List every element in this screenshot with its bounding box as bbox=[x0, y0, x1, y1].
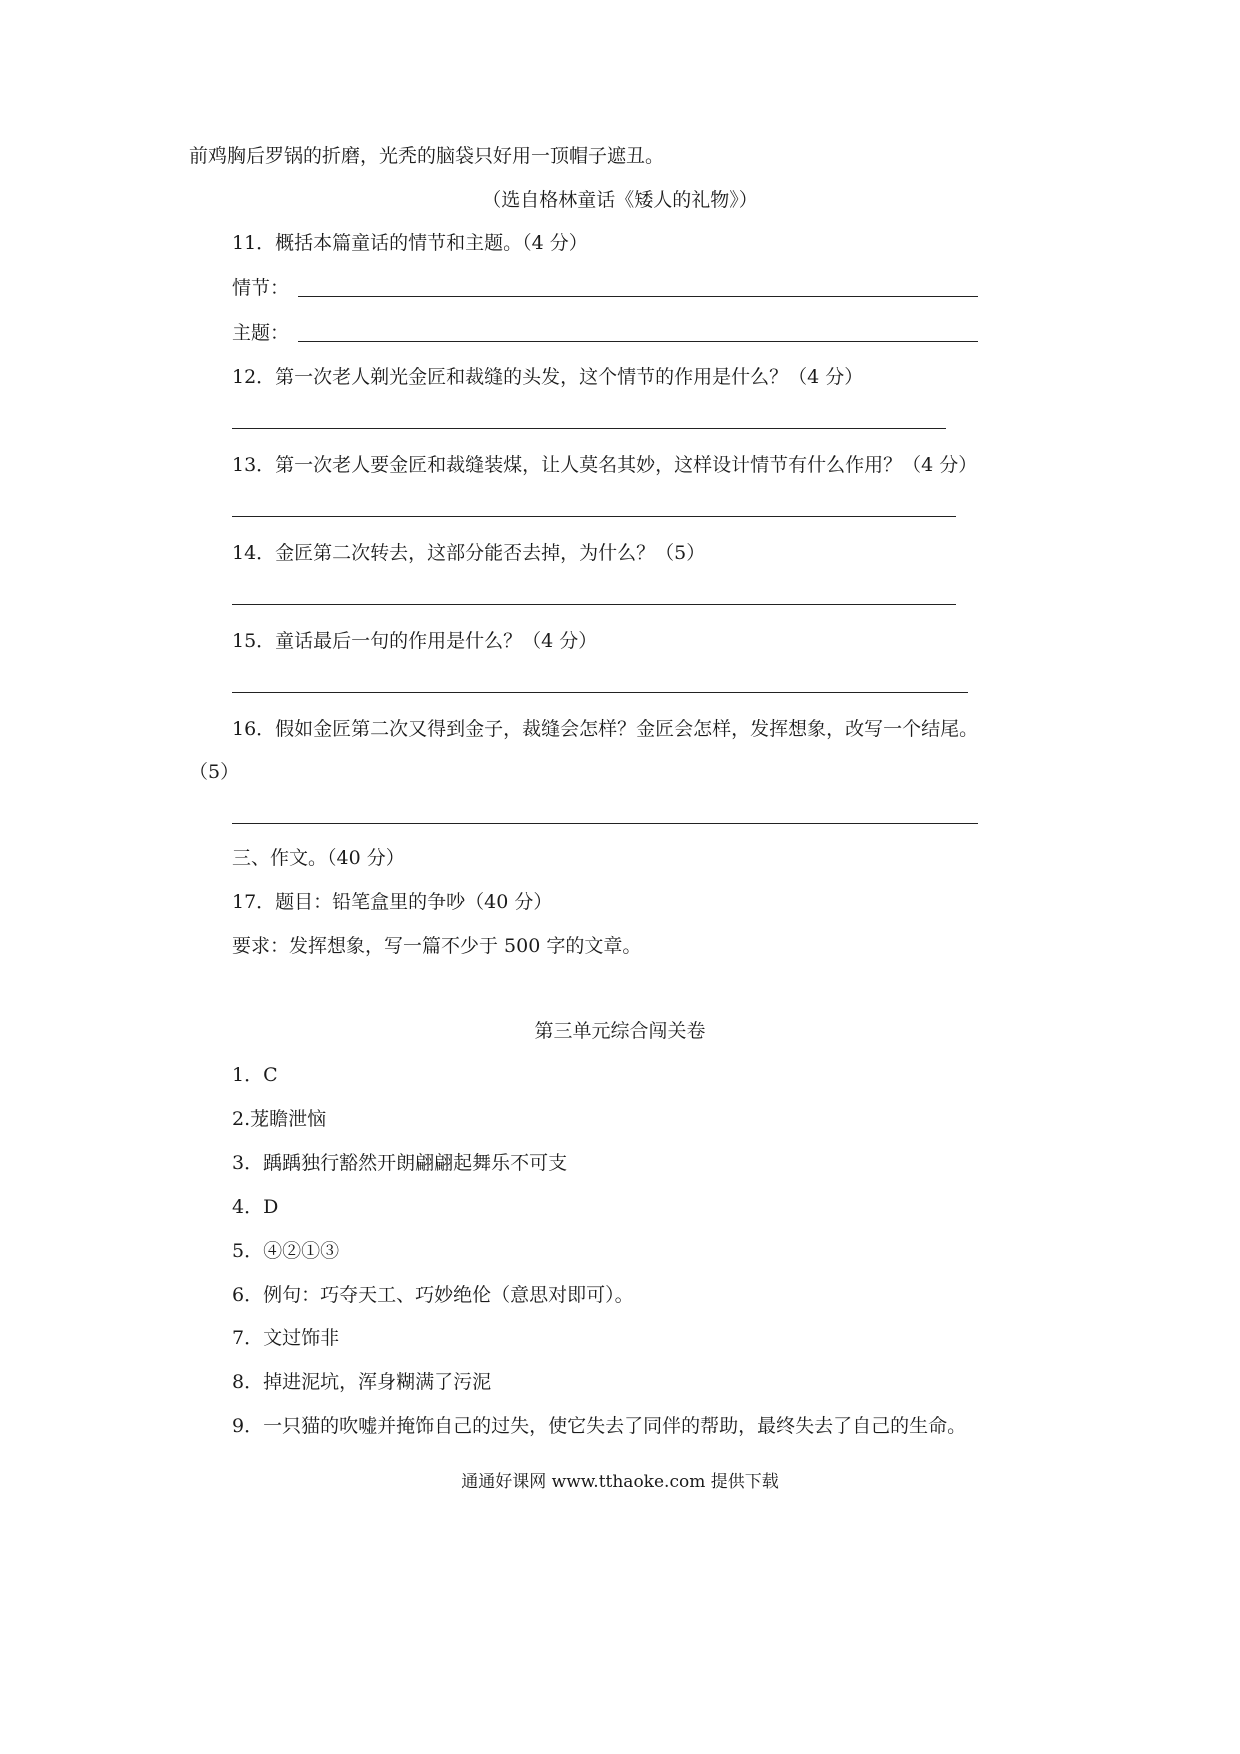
source-citation: （选自格林童话《矮人的礼物》） bbox=[482, 189, 758, 211]
question-17: 17．题目：铅笔盒里的争吵（40 分） bbox=[232, 891, 553, 913]
q12-answer-line[interactable] bbox=[232, 428, 946, 429]
q16-answer-line[interactable] bbox=[232, 823, 978, 824]
answer-1: 1．C bbox=[232, 1064, 278, 1086]
theme-answer-line[interactable] bbox=[298, 341, 978, 342]
answer-2: 2.茏瞻泄恼 bbox=[232, 1108, 327, 1130]
q15-answer-line[interactable] bbox=[232, 692, 968, 693]
question-11: 11．概括本篇童话的情节和主题。（4 分） bbox=[232, 232, 588, 254]
plot-answer-line[interactable] bbox=[298, 296, 978, 297]
question-16-line1: 16．假如金匠第二次又得到金子，裁缝会怎样？金匠会怎样，发挥想象，改写一个结尾。 bbox=[232, 718, 979, 740]
answer-4: 4．D bbox=[232, 1196, 279, 1218]
answer-6: 6．例句：巧夺天工、巧妙绝伦（意思对即可）。 bbox=[232, 1284, 634, 1306]
passage-continuation: 前鸡胸后罗锅的折磨，光秃的脑袋只好用一顶帽子遮丑。 bbox=[189, 145, 665, 167]
answer-3: 3．踽踽独行豁然开朗翩翩起舞乐不可支 bbox=[232, 1152, 568, 1174]
answer-5: 5．④②①③ bbox=[232, 1240, 340, 1262]
question-16-line2: （5） bbox=[189, 761, 240, 783]
answer-7: 7．文过饰非 bbox=[232, 1327, 340, 1349]
essay-requirement: 要求：发挥想象，写一篇不少于 500 字的文章。 bbox=[232, 935, 642, 957]
footer-credit: 通通好课网 www.tthaoke.com 提供下载 bbox=[461, 1472, 779, 1492]
question-15: 15．童话最后一句的作用是什么？（4 分） bbox=[232, 630, 598, 652]
q13-answer-line[interactable] bbox=[232, 516, 956, 517]
question-13: 13．第一次老人要金匠和裁缝装煤，让人莫名其妙，这样设计情节有什么作用？（4 分） bbox=[232, 454, 978, 476]
theme-label: 主题： bbox=[232, 322, 290, 344]
q14-answer-line[interactable] bbox=[232, 604, 956, 605]
section-3-heading: 三、作文。（40 分） bbox=[232, 847, 405, 869]
question-12: 12．第一次老人剃光金匠和裁缝的头发，这个情节的作用是什么？（4 分） bbox=[232, 366, 864, 388]
answer-8: 8．掉进泥坑，浑身糊满了污泥 bbox=[232, 1371, 492, 1393]
question-14: 14．金匠第二次转去，这部分能否去掉，为什么？（5） bbox=[232, 542, 706, 564]
answers-title: 第三单元综合闯关卷 bbox=[534, 1020, 706, 1042]
plot-label: 情节： bbox=[232, 277, 290, 299]
answer-9: 9．一只猫的吹嘘并掩饰自己的过失，使它失去了同伴的帮助，最终失去了自己的生命。 bbox=[232, 1415, 967, 1437]
